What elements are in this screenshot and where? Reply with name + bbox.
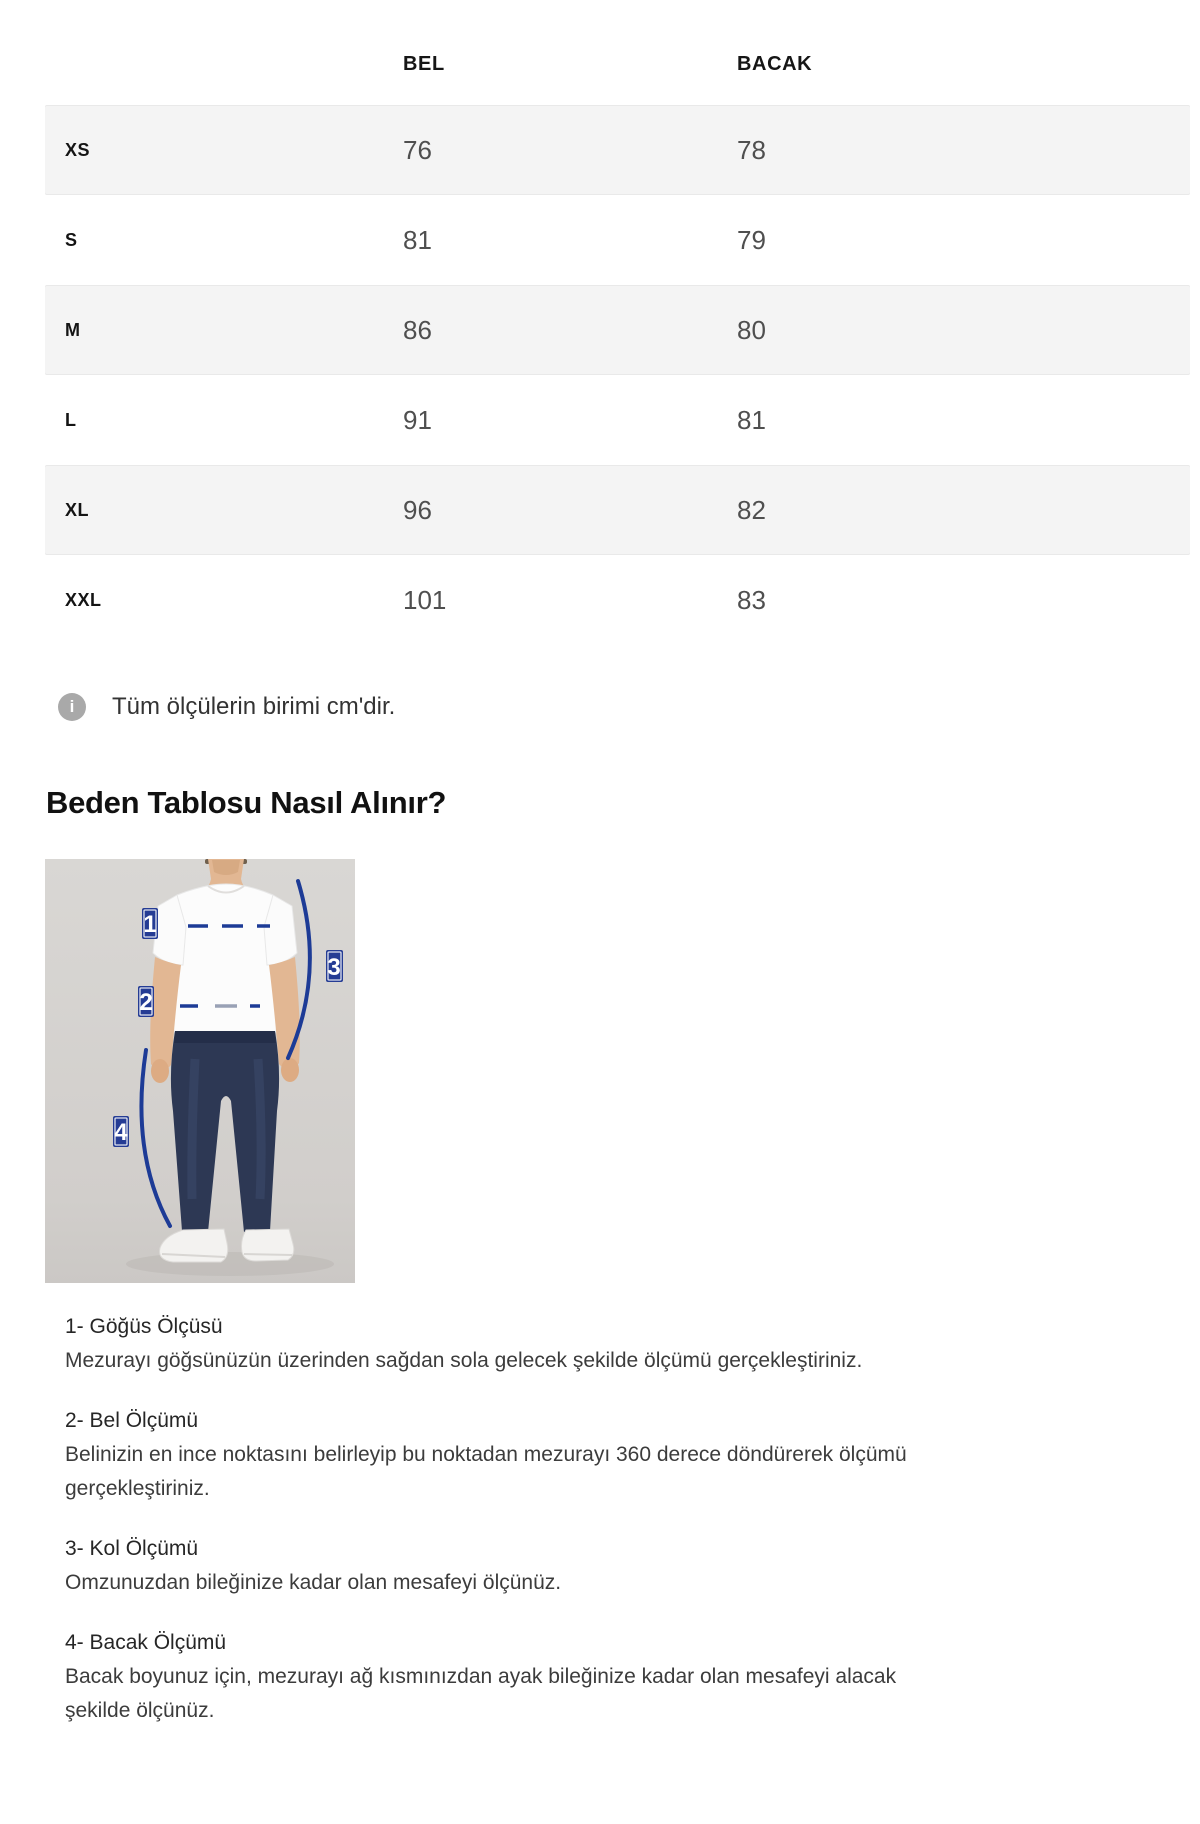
instruction-title: 1- Göğüs Ölçüsü (65, 1315, 223, 1338)
size-label: XL (65, 499, 90, 520)
info-icon: i (58, 693, 86, 721)
table-row (45, 375, 1190, 465)
floor-shadow (126, 1252, 334, 1276)
right-shoe (242, 1229, 294, 1261)
unit-info-note (58, 693, 1200, 721)
size-table-header (45, 24, 1190, 105)
marker-4-number: 4 (114, 1119, 128, 1146)
table-row (45, 555, 1190, 645)
marker-3-badge (326, 950, 343, 982)
bel-value: 81 (403, 224, 432, 255)
instruction-title: 3- Kol Ölçümü (65, 1537, 199, 1560)
waistband (174, 1031, 276, 1043)
bacak-value: 81 (737, 404, 766, 435)
marker-4-badge (113, 1116, 129, 1147)
marker-3-number: 3 (327, 954, 341, 981)
instruction-line: Omzunuzdan bileğinize kadar olan mesafeyi ölçünüz. (65, 1571, 562, 1594)
table-row (45, 465, 1190, 555)
instruction-section (65, 1626, 1200, 1728)
model-illustration (45, 859, 355, 1283)
chin-shadow (212, 860, 240, 875)
bacak-value: 79 (737, 224, 766, 255)
instruction-title: 2- Bel Ölçümü (65, 1409, 199, 1432)
marker-1-badge (142, 908, 158, 939)
right-sole-line (244, 1254, 292, 1255)
unit-info-text: Tüm ölçülerin birimi cm'dir. (112, 693, 396, 720)
instruction-line: gerçekleştiriniz. (65, 1477, 210, 1500)
denim-wash-left (192, 1059, 195, 1199)
size-guide-figure (45, 859, 355, 1283)
header-bacak: BACAK (737, 53, 813, 75)
size-label: L (65, 409, 77, 430)
size-label: S (65, 229, 78, 250)
marker-2-number: 2 (139, 989, 153, 1016)
size-table (45, 24, 1190, 645)
instruction-title: 4- Bacak Ölçümü (65, 1631, 227, 1654)
bel-value: 86 (403, 314, 432, 345)
size-label: M (65, 319, 81, 340)
instruction-section (65, 1404, 1200, 1506)
bacak-value: 78 (737, 134, 766, 165)
bacak-value: 80 (737, 314, 766, 345)
size-label: XS (65, 139, 91, 160)
bel-value: 96 (403, 494, 432, 525)
table-row (45, 105, 1190, 195)
instruction-section (65, 1310, 1200, 1378)
header-bel: BEL (403, 53, 445, 75)
section-heading: Beden Tablosu Nasıl Alınır? (46, 785, 447, 820)
instruction-line: Belinizin en ince noktasını belirleyip bu noktadan mezurayı 360 derece döndürerek ölçümü (65, 1443, 907, 1466)
denim-wash-right (258, 1059, 261, 1199)
bel-value: 101 (403, 584, 447, 615)
bacak-value: 83 (737, 584, 766, 615)
right-hand (281, 1058, 299, 1082)
marker-1-number: 1 (143, 911, 157, 938)
tshirt-torso (170, 884, 280, 1033)
size-label: XXL (65, 589, 102, 610)
bel-value: 76 (403, 134, 432, 165)
marker-2-badge (138, 986, 154, 1017)
measurement-instructions (65, 1310, 1200, 1728)
instruction-line: şekilde ölçünüz. (65, 1699, 215, 1722)
bacak-value: 82 (737, 494, 766, 525)
table-row (45, 195, 1190, 285)
instruction-line: Mezurayı göğsünüzün üzerinden sağdan sola gelecek şekilde ölçümü gerçekleştiriniz. (65, 1349, 863, 1372)
left-hand (151, 1059, 169, 1083)
instruction-section (65, 1532, 1200, 1600)
instruction-line: Bacak boyunuz için, mezurayı ağ kısmınızdan ayak bileğinize kadar olan mesafeyi alacak (65, 1665, 897, 1688)
bel-value: 91 (403, 404, 432, 435)
table-row (45, 285, 1190, 375)
